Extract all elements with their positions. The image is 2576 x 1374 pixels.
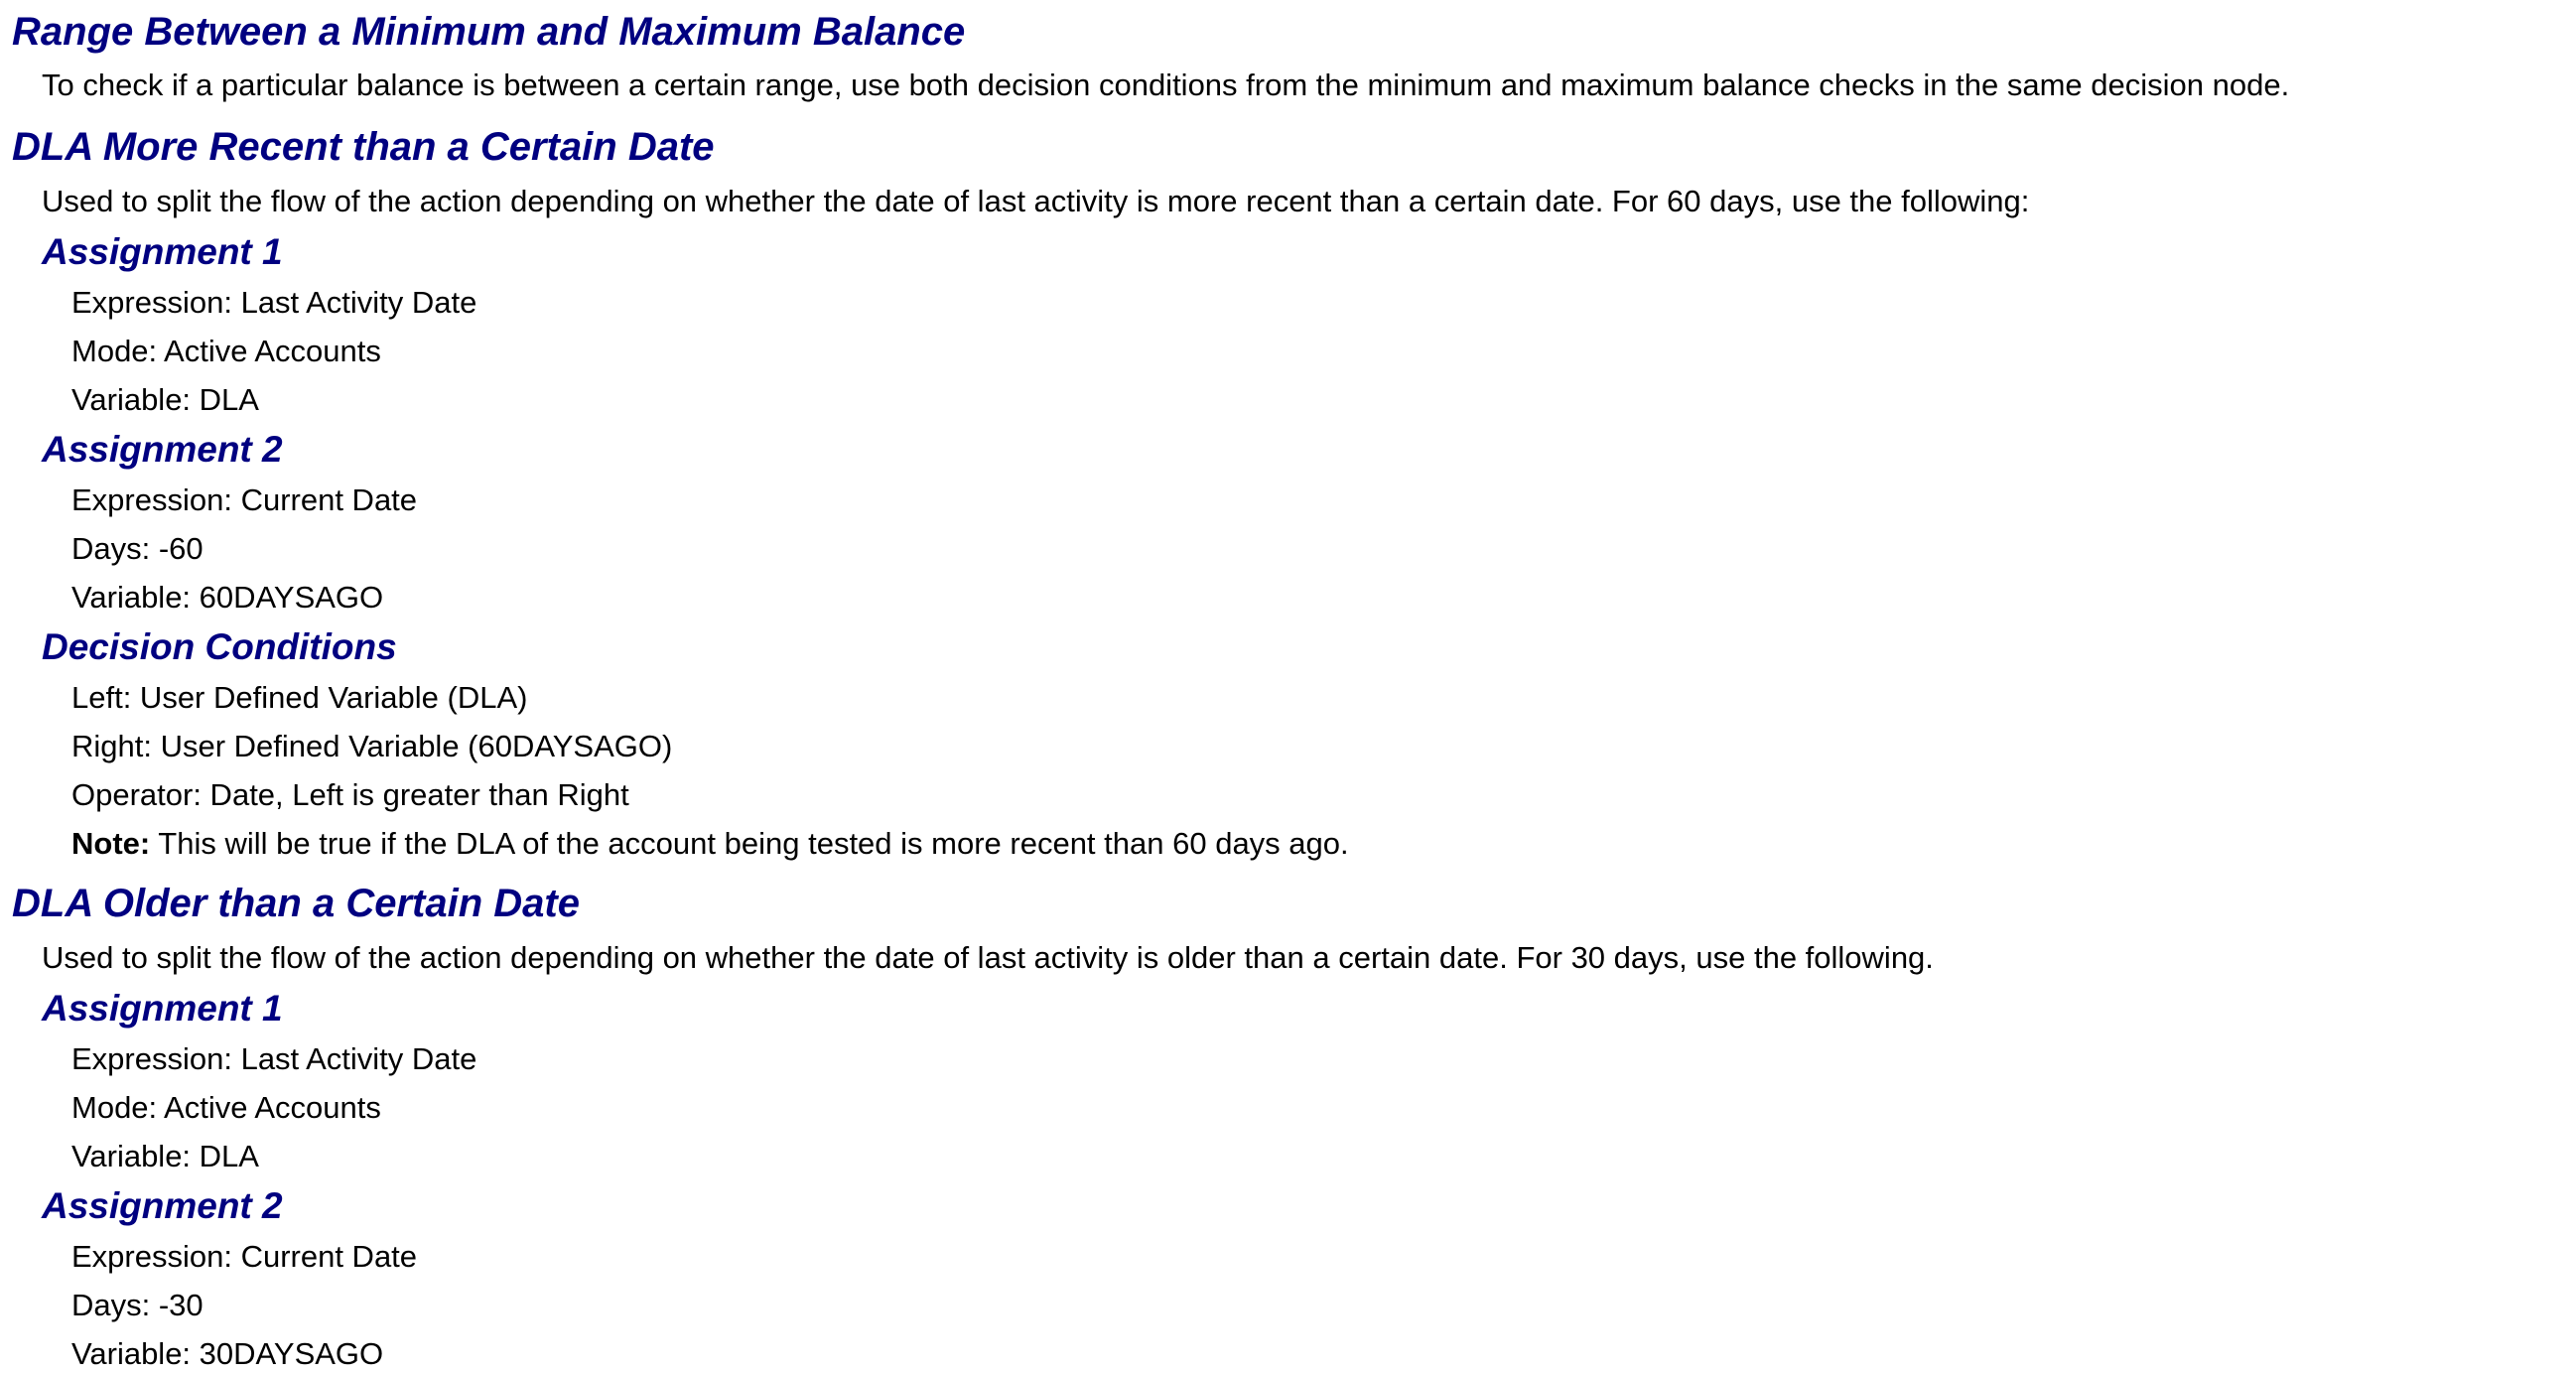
heading-assignment-2: Assignment 2 xyxy=(42,429,283,470)
assignment-1-expression: Expression: Last Activity Date xyxy=(71,285,477,320)
heading-dla-more-recent: DLA More Recent than a Certain Date xyxy=(12,125,715,169)
decision-note xyxy=(71,824,1349,864)
decision-operator: Operator: Date, Left is greater than Right xyxy=(71,777,629,812)
decision-right: Right: User Defined Variable (60DAYSAGO) xyxy=(71,729,673,763)
assignment-2-expression: Expression: Current Date xyxy=(71,1239,418,1274)
assignment-2-variable: Variable: 60DAYSAGO xyxy=(71,580,384,615)
heading-range-between-min-max-balance: Range Between a Minimum and Maximum Balance xyxy=(12,10,966,54)
assignment-1-expression: Expression: Last Activity Date xyxy=(71,1041,477,1076)
dla-older-description: Used to split the flow of the action depending on whether the date of last activity is older than a certain date. For 30 days, use the following. xyxy=(42,940,1934,975)
heading-decision-conditions: Decision Conditions xyxy=(42,626,397,667)
heading-assignment-1: Assignment 1 xyxy=(42,231,283,272)
heading-dla-older: DLA Older than a Certain Date xyxy=(12,882,580,925)
heading-assignment-1: Assignment 1 xyxy=(42,988,283,1029)
assignment-2-days: Days: -60 xyxy=(71,531,203,566)
heading-assignment-2: Assignment 2 xyxy=(42,1185,283,1226)
assignment-1-variable: Variable: DLA xyxy=(71,1139,259,1173)
assignment-1-mode: Mode: Active Accounts xyxy=(71,1090,381,1125)
assignment-2-expression: Expression: Current Date xyxy=(71,482,418,517)
range-description: To check if a particular balance is between a certain range, use both decision conditions from the minimum and maximum balance checks in the same decision node. xyxy=(42,68,2290,102)
decision-left: Left: User Defined Variable (DLA) xyxy=(71,680,528,715)
note-text: This will be true if the DLA of the account being tested is more recent than 60 days ago. xyxy=(150,826,1349,861)
assignment-2-variable: Variable: 30DAYSAGO xyxy=(71,1336,384,1371)
dla-more-recent-description: Used to split the flow of the action depending on whether the date of last activity is more recent than a certain date. For 60 days, use the following: xyxy=(42,184,2030,218)
assignment-1-variable: Variable: DLA xyxy=(71,382,259,417)
assignment-2-days: Days: -30 xyxy=(71,1288,203,1322)
assignment-1-mode: Mode: Active Accounts xyxy=(71,334,381,368)
note-label: Note: xyxy=(71,826,151,861)
